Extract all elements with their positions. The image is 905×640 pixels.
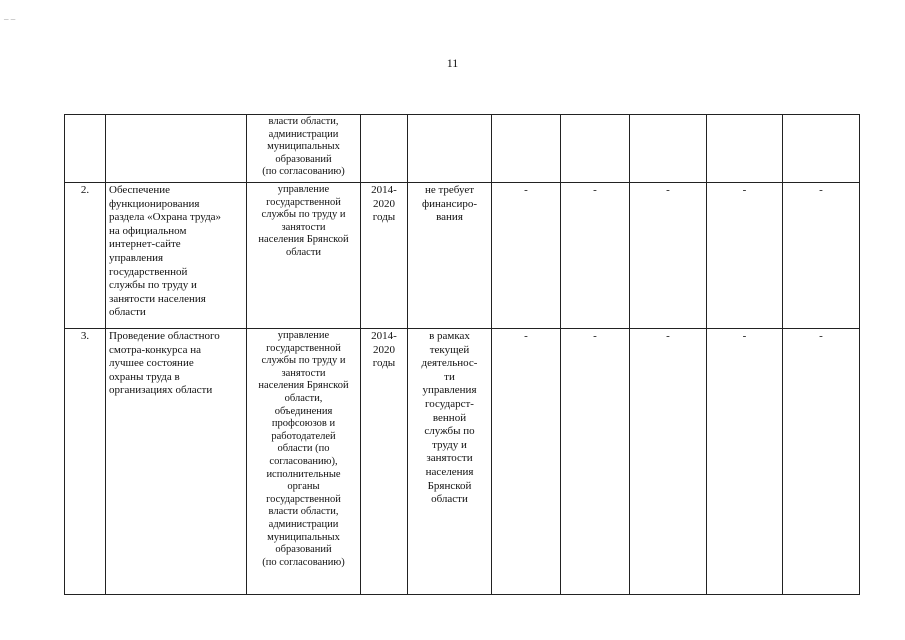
value-cell xyxy=(492,115,561,183)
executor: управление государственной службы по труду и занятости населения Брянской области, объединения профсоюзов и работодателей области (по согласованию), исполнительные органы государственной власти области, администрации муниципальных образований (по согласованию) xyxy=(247,329,361,595)
measure-name: Проведение областного смотра-конкурса на лучшее состояние охраны труда в организациях области xyxy=(106,329,247,595)
period xyxy=(361,115,408,183)
measures-table xyxy=(64,114,860,595)
table-row xyxy=(65,115,860,183)
value-cell: - xyxy=(492,183,561,329)
value-cell xyxy=(630,115,707,183)
page-number: 11 xyxy=(446,56,459,70)
value-cell: - xyxy=(783,183,860,329)
scan-mark: – – xyxy=(4,14,16,24)
executor: управление государственной службы по труду и занятости населения Брянской области xyxy=(247,183,361,329)
row-number: 3. xyxy=(65,329,106,595)
row-number xyxy=(65,115,106,183)
value-cell xyxy=(707,115,783,183)
value-cell: - xyxy=(561,183,630,329)
table-row xyxy=(65,329,860,595)
row-number: 2. xyxy=(65,183,106,329)
financing: не требует финансиро- вания xyxy=(408,183,492,329)
executor: власти области, администрации муниципальных образований (по согласованию) xyxy=(247,115,361,183)
value-cell xyxy=(783,115,860,183)
financing xyxy=(408,115,492,183)
value-cell: - xyxy=(707,183,783,329)
value-cell: - xyxy=(630,329,707,595)
value-cell xyxy=(561,115,630,183)
period: 2014- 2020 годы xyxy=(361,183,408,329)
value-cell: - xyxy=(630,183,707,329)
measure-name: Обеспечение функционирования раздела «Охрана труда» на официальном интернет-сайте управления государственной службы по труду и занятости населения области xyxy=(106,183,247,329)
financing: в рамках текущей деятельнос- ти управления государст- венной службы по труду и занятости населения Брянской области xyxy=(408,329,492,595)
measure-name xyxy=(106,115,247,183)
value-cell: - xyxy=(783,329,860,595)
table-row xyxy=(65,183,860,329)
period: 2014- 2020 годы xyxy=(361,329,408,595)
value-cell: - xyxy=(707,329,783,595)
value-cell: - xyxy=(492,329,561,595)
value-cell: - xyxy=(561,329,630,595)
